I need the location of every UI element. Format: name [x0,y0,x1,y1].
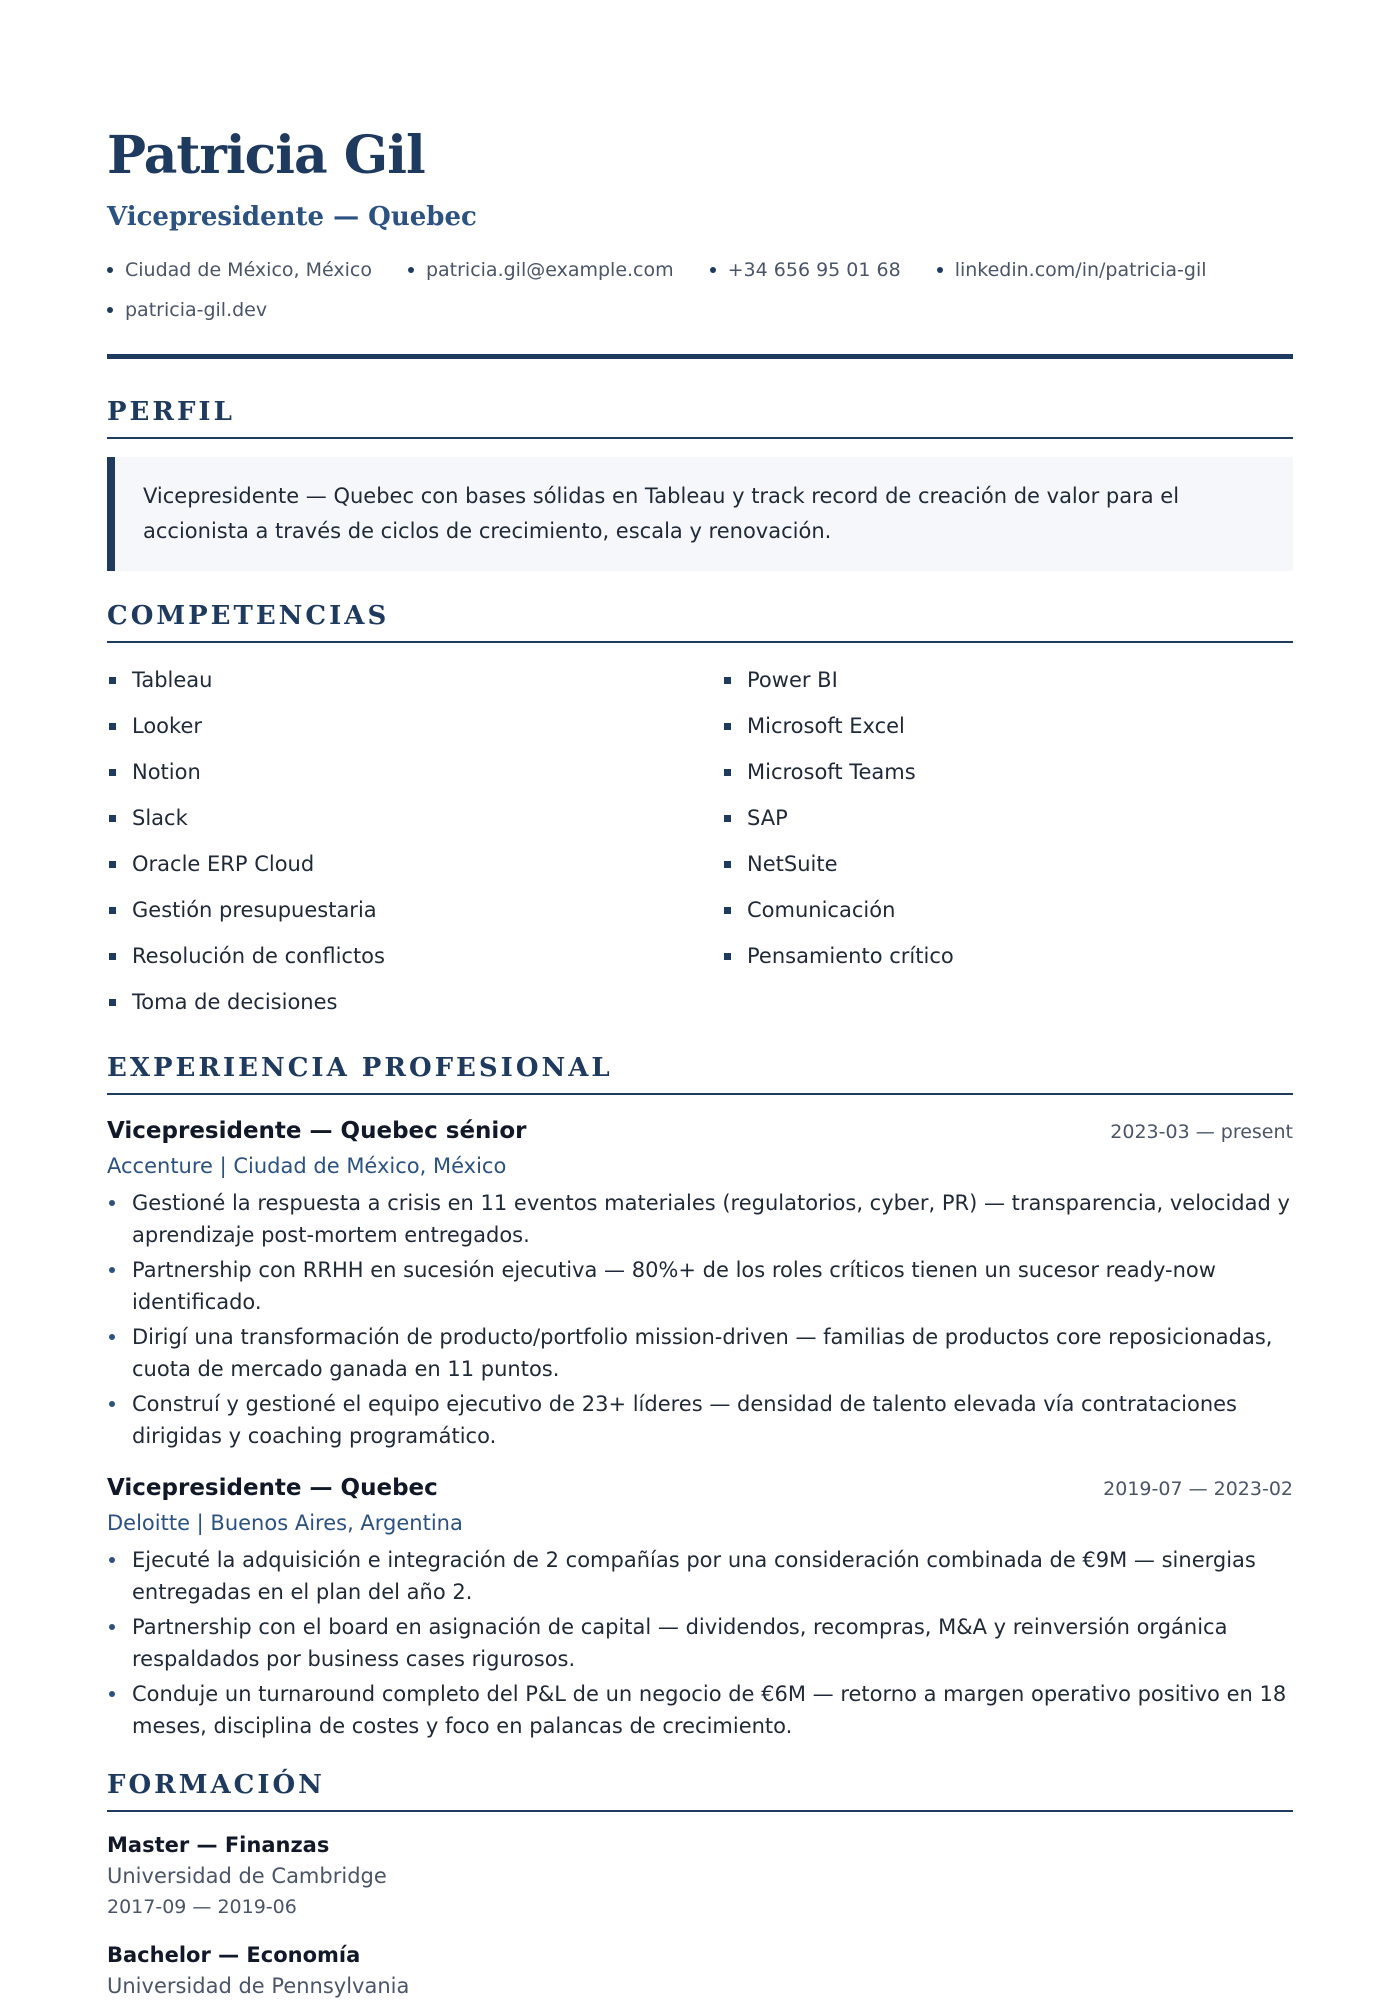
square-bullet-icon [724,723,731,730]
skill-item [722,933,1293,979]
skill-item [107,795,722,841]
contact-website[interactable] [107,290,267,330]
section-title-skills: COMPETENCIAS [107,599,1293,643]
education-school: Universidad de Pennsylvania [107,1974,410,1998]
section-title-education: FORMACIÓN [107,1768,1293,1812]
skill-label: Resolución de conflictos [132,944,385,968]
skill-item [722,703,1293,749]
job-title: Vicepresidente — Quebec [107,1475,438,1501]
education-dates: 2017-09 — 2019-06 [107,1896,297,1918]
skill-label: Toma de decisiones [132,990,338,1014]
skills-section [107,599,1293,1025]
bullet-dot-icon [109,1624,115,1630]
job-header [107,1115,1293,1147]
resume-header [107,124,1293,359]
skill-item [722,887,1293,933]
contact-phone[interactable] [710,250,901,290]
skill-label: Looker [132,714,202,738]
job-dates: 2023-03 — present [1110,1121,1293,1143]
skill-label: SAP [747,806,788,830]
job-bullet [107,1321,1293,1385]
contact-email[interactable] [408,250,674,290]
job-company: Deloitte | Buenos Aires, Argentina [107,1511,463,1535]
job-bullets [107,1187,1293,1452]
contact-text: Ciudad de México, México [125,259,372,281]
contact-list [107,250,1293,330]
skill-label: NetSuite [747,852,838,876]
square-bullet-icon [724,907,731,914]
job-dates: 2019-07 — 2023-02 [1103,1478,1293,1500]
bullet-text: Dirigí una transformación de producto/portfolio mission-driven — familias de productos core reposicionadas, cuota de mercado ganada en 11 puntos. [132,1325,1273,1381]
bullet-text: Partnership con el board en asignación de capital — dividendos, recompras, M&A y reinversión orgánica respaldados por business cases rigurosos. [132,1615,1228,1671]
skill-label: Tableau [132,668,213,692]
square-bullet-icon [109,953,116,960]
bullet-dot-icon [107,267,113,273]
square-bullet-icon [724,953,731,960]
job-title: Vicepresidente — Quebec sénior [107,1118,527,1144]
bullet-dot-icon [109,1267,115,1273]
square-bullet-icon [109,861,116,868]
section-title-experience: EXPERIENCIA PROFESIONAL [107,1051,1293,1095]
skill-label: Pensamiento crítico [747,944,954,968]
skill-label: Microsoft Excel [747,714,905,738]
bullet-text: Conduje un turnaround completo del P&L de un negocio de €6M — retorno a margen operativo positivo en 18 meses, disciplina de costes y foco en palancas de crecimiento. [132,1682,1287,1738]
bullet-dot-icon [109,1557,115,1563]
skill-item [107,841,722,887]
candidate-name: Patricia Gil [107,125,425,186]
experience-section [107,1051,1293,1742]
contact-text: patricia-gil.dev [125,299,268,321]
square-bullet-icon [724,815,731,822]
skill-item [107,703,722,749]
candidate-headline: Vicepresidente — Quebec [107,202,477,232]
skill-label: Oracle ERP Cloud [132,852,315,876]
education-degree: Master — Finanzas [107,1833,330,1857]
square-bullet-icon [724,769,731,776]
education-entry [107,1940,1293,2002]
contact-text: patricia.gil@example.com [425,259,674,281]
skill-item [722,841,1293,887]
skill-item [722,657,1293,703]
bullet-dot-icon [408,267,414,273]
bullet-dot-icon [109,1401,115,1407]
square-bullet-icon [109,999,116,1006]
contact-linkedin[interactable] [937,250,1207,290]
job-bullet [107,1611,1293,1675]
bullet-text: Ejecuté la adquisición e integración de 2 compañías por una consideración combinada de €9M — sinergias entregadas en el plan del año 2. [132,1548,1256,1604]
skill-item [107,657,722,703]
square-bullet-icon [109,907,116,914]
section-title-profile: PERFIL [107,395,1293,439]
contact-location [107,250,372,290]
bullet-text: Gestioné la respuesta a crisis en 11 eventos materiales (regulatorios, cyber, PR) — transparencia, velocidad y aprendizaje post-mortem entregados. [132,1191,1290,1247]
skill-item [107,887,722,933]
job-header [107,1472,1293,1504]
bullet-text: Partnership con RRHH en sucesión ejecutiva — 80%+ de los roles críticos tienen un sucesor ready-now identificado. [132,1258,1216,1314]
skill-item [107,979,722,1025]
skill-label: Slack [132,806,188,830]
square-bullet-icon [109,815,116,822]
job-entry [107,1472,1293,1742]
skill-label: Comunicación [747,898,896,922]
square-bullet-icon [109,769,116,776]
bullet-text: Construí y gestioné el equipo ejecutivo de 23+ líderes — densidad de talento elevada vía contrataciones dirigidas y coaching programático. [132,1392,1237,1448]
job-bullets [107,1544,1293,1742]
skill-item [722,795,1293,841]
job-bullet [107,1187,1293,1251]
square-bullet-icon [109,723,116,730]
skills-grid [107,657,1293,1025]
contact-text: linkedin.com/in/patricia-gil [954,259,1207,281]
job-bullet [107,1254,1293,1318]
job-company: Accenture | Ciudad de México, México [107,1154,507,1178]
bullet-dot-icon [109,1691,115,1697]
bullet-dot-icon [937,267,943,273]
contact-text: +34 656 95 01 68 [727,259,901,281]
job-bullet [107,1544,1293,1608]
square-bullet-icon [109,677,116,684]
bullet-dot-icon [107,307,113,313]
skill-label: Gestión presupuestaria [132,898,377,922]
skill-label: Notion [132,760,201,784]
job-bullet [107,1678,1293,1742]
skill-label: Microsoft Teams [747,760,916,784]
education-entry [107,1830,1293,1922]
skill-item [107,933,722,979]
job-bullet [107,1388,1293,1452]
bullet-dot-icon [109,1200,115,1206]
skill-item [107,749,722,795]
skill-item [722,749,1293,795]
job-entry [107,1115,1293,1452]
header-divider [107,354,1293,359]
education-school: Universidad de Cambridge [107,1864,387,1888]
bullet-dot-icon [710,267,716,273]
square-bullet-icon [724,861,731,868]
bullet-dot-icon [109,1334,115,1340]
profile-summary: Vicepresidente — Quebec con bases sólidas en Tableau y track record de creación de valor para el accionista a través de ciclos de crecimiento, escala y renovación. [107,457,1293,571]
square-bullet-icon [724,677,731,684]
skill-label: Power BI [747,668,838,692]
education-section [107,1768,1293,2002]
profile-section [107,395,1293,571]
education-degree: Bachelor — Economía [107,1943,361,1967]
